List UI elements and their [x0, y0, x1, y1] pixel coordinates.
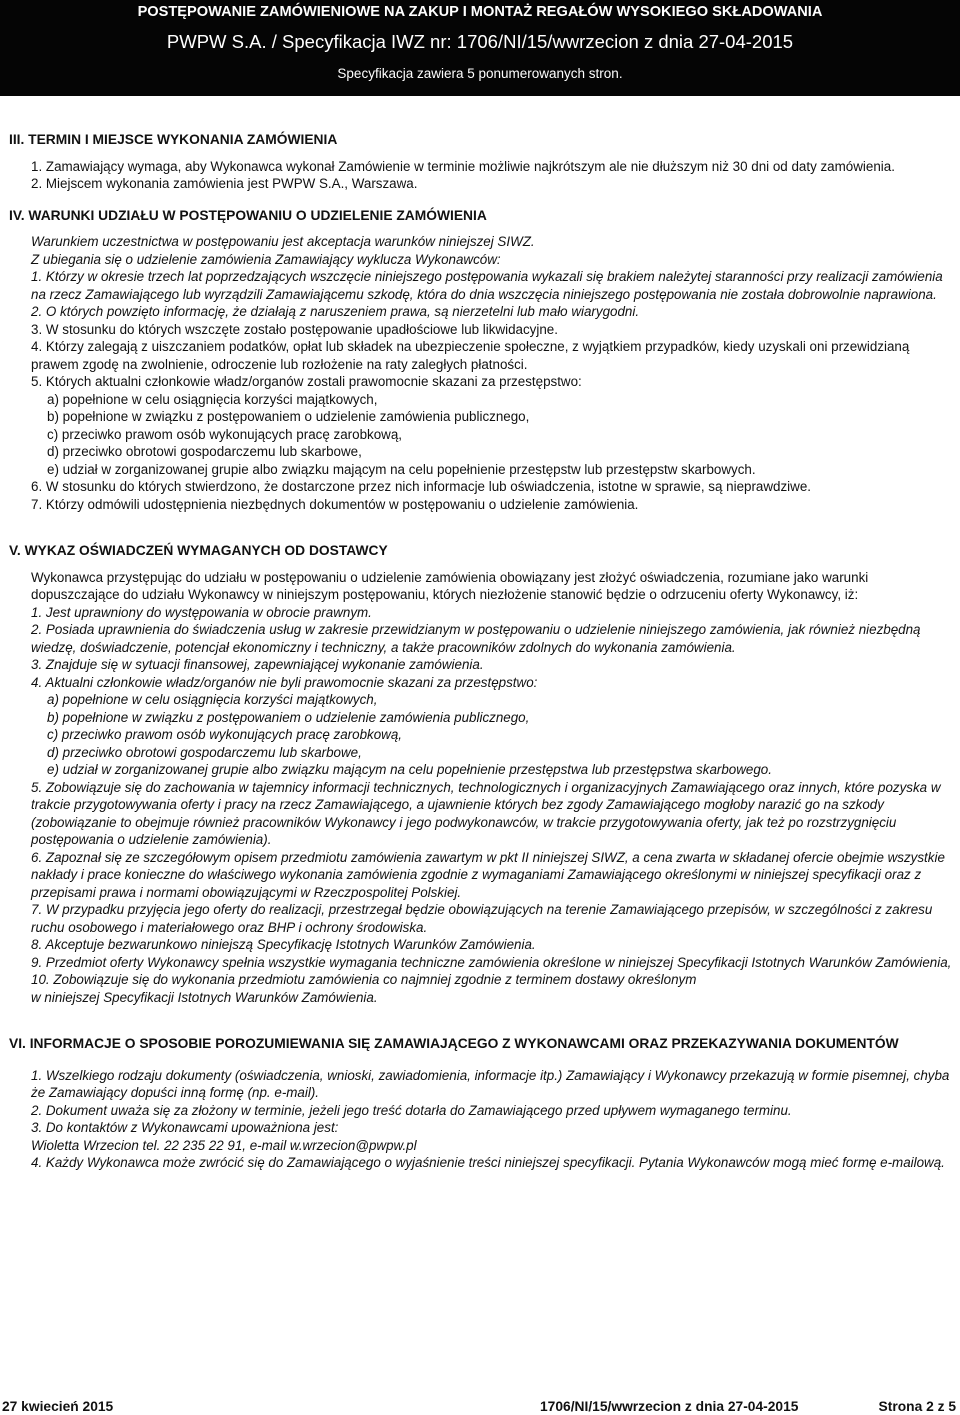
- s4-item-5a: a) popełnione w celu osiągnięcia korzyści majątkowych,: [47, 391, 378, 407]
- s4-item-3: 3. W stosunku do których wszczęte zostało postępowanie upadłościowe lub likwidacyjne.: [31, 321, 558, 337]
- s5-item-4b: b) popełnione w związku z postępowaniem o udzielenie zamówienia publicznego,: [47, 709, 530, 725]
- s6-item-3: 3. Do kontaktów z Wykonawcami upoważniona jest:: [31, 1120, 339, 1135]
- document-footer: [0, 1399, 960, 1415]
- s4-item-5: 5. Których aktualni członkowie władz/organów zostali prawomocnie skazani za przestępstwo:: [31, 374, 582, 389]
- footer-page-number: Strona 2 z 5: [878, 1399, 956, 1414]
- s5-item-4c: c) przeciwko prawom osób wykonujących pracę zarobkową,: [47, 727, 403, 742]
- s5-item-10-cont: w niniejszej Specyfikacji Istotnych Warunków Zamówienia.: [31, 989, 378, 1005]
- section-v-heading: V. WYKAZ OŚWIADCZEŃ WYMAGANYCH OD DOSTAWCY: [9, 543, 388, 558]
- s5-item-5: 5. Zobowiązuje się do zachowania w tajemnicy informacji technicznych, technologicznych i organizacyjnych Zamawiającego oraz innych, które pozyska w trakcie przygotowywania oferty i pracy na rzecz Zamawiającego, a ujawnienie których bez zgody Zamawiającego mogłoby narazić go na szkody (zobowiązanie to obejmuje również pracowników Wykonawcy i jego podwykonawców, w trakcie przygotowywania oferty, jak też po rozstrzygnięciu postępowania o udzielenie zamówienia).: [31, 779, 941, 847]
- section-iii-heading: III. TERMIN I MIEJSCE WYKONANIA ZAMÓWIENIA: [9, 132, 338, 147]
- section-iv-heading: IV. WARUNKI UDZIAŁU W POSTĘPOWANIU O UDZIELENIE ZAMÓWIENIA: [9, 207, 487, 223]
- s4-item-4: 4. Którzy zalegają z uiszczaniem podatków, opłat lub składek na ubezpieczenie społeczne, z wyjątkiem przypadków, kiedy uzyskali oni przewidzianą prawem zgodę na zwolnienie, odroczenie lub rozłożenie na raty zaległych płatności.: [31, 339, 910, 372]
- s3-item-2: 2. Miejscem wykonania zamówienia jest PWPW S.A., Warszawa.: [31, 176, 418, 191]
- s3-item-1: 1. Zamawiający wymaga, aby Wykonawca wykonał Zamówienie w terminie możliwie najkrótszym ale nie dłuższym niż 30 dni od daty zamówienia.: [31, 158, 895, 174]
- s5-item-3: 3. Znajduje się w sytuacji finansowej, zapewniającej wykonanie zamówienia.: [31, 657, 484, 672]
- s5-item-2: 2. Posiada uprawnienia do świadczenia usług w zakresie przewidzianym w postępowaniu o udzielenie niniejszego zamówienia, jak również niezbędną wiedzę, doświadczenie, potencjał ekonomiczny i techniczny, a także pracowników zdolnych do wykonania zamówienia.: [31, 622, 921, 655]
- s5-item-8: 8. Akceptuje bezwarunkowo niniejszą Specyfikację Istotnych Warunków Zamówienia.: [31, 937, 536, 952]
- s4-item-5c: c) przeciwko prawom osób wykonujących pracę zarobkową,: [47, 426, 403, 442]
- s4-item-5d: d) przeciwko obrotowi gospodarczemu lub skarbowe,: [47, 444, 362, 459]
- s5-item-4d: d) przeciwko obrotowi gospodarczemu lub skarbowe,: [47, 744, 362, 760]
- s4-item-7: 7. Którzy odmówili udostępnienia niezbędnych dokumentów w postępowaniu o udzielenie zamówienia.: [31, 496, 639, 512]
- s5-item-10: 10. Zobowiązuje się do wykonania przedmiotu zamówienia co najmniej zgodnie z terminem dostawy określonym: [31, 972, 697, 987]
- s4-item-1: 1. Którzy w okresie trzech lat poprzedzających wszczęcie niniejszego postępowania wykazali się brakiem należytej staranności przy realizacji zamówienia na rzecz Zamawiającego lub wyrządzili Zamawiającemu szkodę, która do dnia wszczęcia niniejszego postępowania nie została dobrowolnie naprawiona.: [31, 269, 943, 302]
- s6-item-2: 2. Dokument uważa się za złożony w terminie, jeżeli jego treść dotarła do Zamawiającego przed upływem wymaganego terminu.: [31, 1102, 792, 1118]
- s4-item-2: 2. O których powzięto informację, że działają z naruszeniem prawa, są nierzetelni lub mało wiarygodni.: [31, 304, 640, 319]
- s4-item-5b: b) popełnione w związku z postępowaniem o udzielenie zamówienia publicznego,: [47, 409, 530, 424]
- s4-item-5e: e) udział w zorganizowanej grupie albo związku mającym na celu popełnienie przestępstw lub przestępstw skarbowych.: [47, 461, 756, 477]
- s5-item-4e: e) udział w zorganizowanej grupie albo związku mającym na celu popełnienie przestępstwa lub przestępstwa skarbowego.: [47, 762, 772, 777]
- s5-item-9: 9. Przedmiot oferty Wykonawcy spełnia wszystkie wymagania techniczne zamówienia określone w niniejszej Specyfikacji Istotnych Warunków Zamówienia,: [31, 954, 952, 970]
- s4-exclusion: Z ubiegania się o udzielenie zamówienia Zamawiający wyklucza Wykonawców:: [31, 251, 501, 267]
- footer-reference: 1706/NI/15/wwrzecion z dnia 27-04-2015: [540, 1399, 799, 1414]
- s6-item-1: 1. Wszelkiego rodzaju dokumenty (oświadczenia, wnioski, zawiadomienia, informacje itp.) Zamawiający i Wykonawcy przekazują w formie pisemnej, chyba że Zamawiający dopuści inną formę (np. e-mail).: [31, 1067, 950, 1100]
- s5-item-4: 4. Aktualni członkowie władz/organów nie byli prawomocnie skazani za przestępstwo:: [31, 674, 538, 690]
- s4-item-6: 6. W stosunku do których stwierdzono, że dostarczone przez nich informacje lub oświadczenia, istotne w sprawie, są nieprawdziwe.: [31, 479, 811, 494]
- footer-date: 27 kwiecień 2015: [2, 1399, 114, 1414]
- document-header: [0, 0, 960, 96]
- s5-item-7: 7. W przypadku przyjęcia jego oferty do realizacji, przestrzegał będzie obowiązujących na terenie Zamawiającego przepisów, w szczególności z zakresu ruchu osobowego i materiałowego oraz BHP i ochrony środowiska.: [31, 902, 933, 935]
- s6-contact: Wioletta Wrzecion tel. 22 235 22 91, e-mail w.wrzecion@pwpw.pl: [31, 1137, 417, 1153]
- header-title: POSTĘPOWANIE ZAMÓWIENIOWE NA ZAKUP I MONTAŻ REGAŁÓW WYSOKIEGO SKŁADOWANIA: [137, 4, 823, 20]
- header-page-count: Specyfikacja zawiera 5 ponumerowanych stron.: [337, 66, 623, 81]
- s5-item-1: 1. Jest uprawniony do występowania w obrocie prawnym.: [31, 604, 372, 620]
- s5-item-4a: a) popełnione w celu osiągnięcia korzyści majątkowych,: [47, 692, 378, 707]
- header-reference: PWPW S.A. / Specyfikacja IWZ nr: 1706/NI/15/wwrzecion z dnia 27-04-2015: [166, 31, 794, 52]
- s6-item-4: 4. Każdy Wykonawca może zwrócić się do Zamawiającego o wyjaśnienie treści niniejszej specyfikacji. Pytania Wykonawców mogą mieć formę e-mailową.: [31, 1155, 945, 1170]
- s4-intro: Warunkiem uczestnictwa w postępowaniu jest akceptacja warunków niniejszej SIWZ.: [31, 234, 535, 249]
- section-vi-heading: VI. INFORMACJE O SPOSOBIE POROZUMIEWANIA SIĘ ZAMAWIAJĄCEGO Z WYKONAWCAMI ORAZ PRZEKAZYWANIA DOKUMENTÓW: [9, 1036, 899, 1051]
- s5-item-6: 6. Zapoznał się ze szczegółowym opisem przedmiotu zamówienia zawartym w pkt II niniejszej SIWZ, a cena zwarta w składanej ofercie obejmie wszystkie nakłady i prace konieczne do właściwego wykonania zamówienia zgodnie z wymaganiami Zamawiającego określonymi w niniejszej specyfikacji oraz z przepisami prawa i normami obowiązującymi w Rzeczpospolitej Polskiej.: [31, 849, 945, 900]
- document-body: [9, 131, 953, 1172]
- s5-intro: Wykonawca przystępując do udziału w postępowaniu o udzielenie zamówienia obowiązany jest złożyć oświadczenia, rozumiane jako warunki dopuszczające do udziału Wykonawcy w niniejszym postępowaniu, których niezłożenie stanowić będzie o odrzuceniu oferty Wykonawcy, iż:: [31, 569, 869, 602]
